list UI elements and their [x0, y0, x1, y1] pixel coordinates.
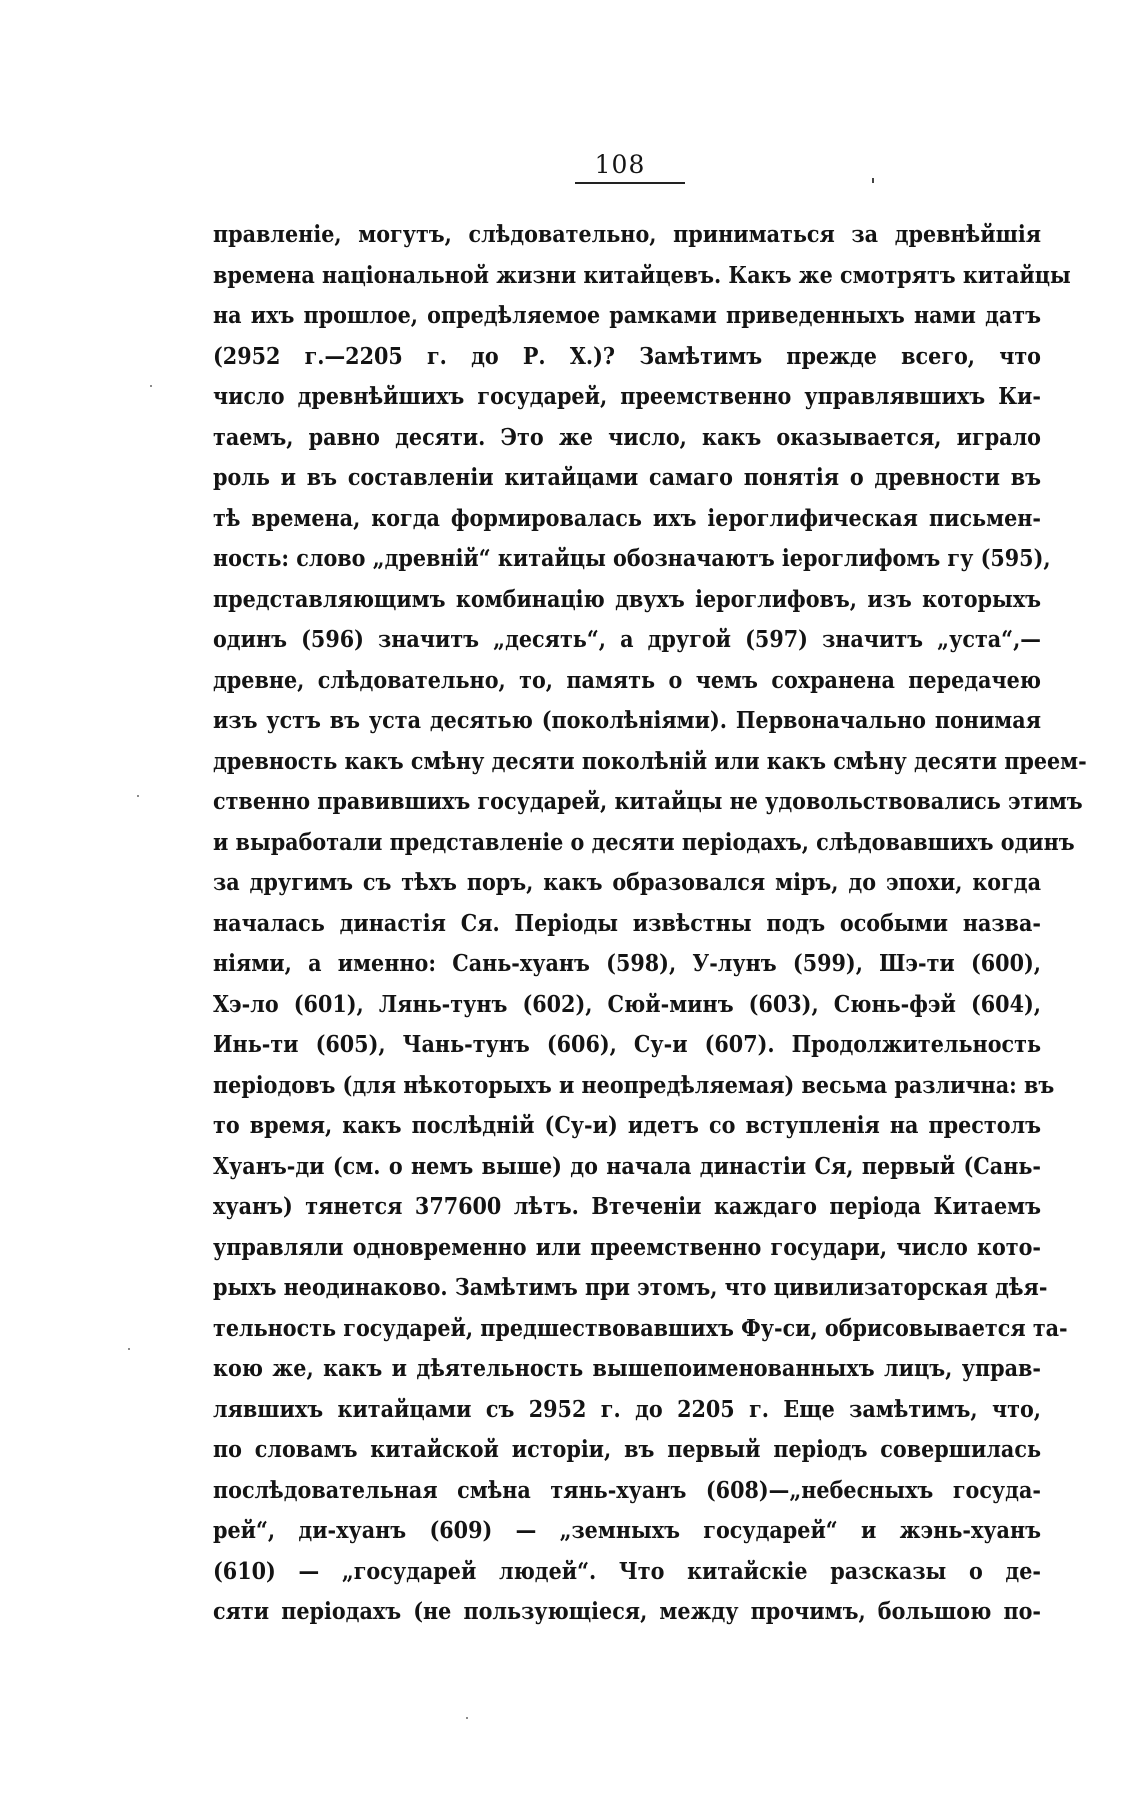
- text-line: за другимъ съ тѣхъ поръ, какъ образовался міръ, до эпохи, когда: [213, 869, 1041, 896]
- scan-dot: [150, 385, 152, 387]
- text-line: хуанъ) тянется 377600 лѣтъ. Втеченіи каждаго періода Китаемъ: [213, 1193, 1041, 1220]
- text-line: ность: слово „древній“ китайцы обозначаютъ іероглифомъ гу (595),: [213, 545, 1051, 572]
- text-line: тѣ времена, когда формировалась ихъ іероглифическая письмен-: [213, 504, 1041, 532]
- scan-dot: [128, 1348, 130, 1350]
- text-line: рыхъ неодинаково. Замѣтимъ при этомъ, что цивилизаторская дѣя-: [213, 1274, 1048, 1301]
- text-line: древне, слѣдовательно, то, память о чемъ сохранена передачею: [213, 666, 1041, 694]
- text-line: тельность государей, предшествовавшихъ Фу-си, обрисовывается та-: [213, 1314, 1068, 1342]
- text-line: (2952 г.—2205 г. до Р. Х.)? Замѣтимъ прежде всего, что: [213, 342, 1041, 370]
- text-line: началась династія Ся. Періоды извѣстны подъ особыми назва-: [213, 909, 1041, 937]
- text-line: рей“, ди-хуанъ (609) — „земныхъ государей“ и жэнь-хуанъ: [213, 1517, 1041, 1544]
- page-number: 108: [594, 150, 646, 179]
- text-line: одинъ (596) значитъ „десять“, а другой (597) значитъ „уста“,—: [213, 626, 1041, 653]
- text-line: представляющимъ комбинацію двухъ іероглифовъ, изъ которыхъ: [213, 585, 1041, 613]
- text-line: сяти періодахъ (не пользующіеся, между прочимъ, большою по-: [213, 1598, 1041, 1625]
- scan-dot: [466, 1717, 468, 1719]
- text-line: послѣдовательная смѣна тянь-хуанъ (608)—„небесныхъ госуда-: [213, 1476, 1041, 1504]
- text-line: періодовъ (для нѣкоторыхъ и неопредѣляемая) весьма различна: въ: [213, 1071, 1055, 1099]
- text-line: кою же, какъ и дѣятельность вышепоименованныхъ лицъ, управ-: [213, 1355, 1041, 1382]
- text-line: число древнѣйшихъ государей, преемственно управлявшихъ Ки-: [213, 383, 1041, 410]
- text-line: управляли одновременно или преемственно государи, число кото-: [213, 1233, 1041, 1261]
- text-line: правленіе, могутъ, слѣдовательно, приниматься за древнѣйшія: [213, 221, 1041, 248]
- text-line: ственно правившихъ государей, китайцы не удовольствовались этимъ: [213, 788, 1083, 815]
- text-line: Хуанъ-ди (см. о немъ выше) до начала династіи Ся, первый (Сань-: [213, 1152, 1041, 1180]
- scan-dot: [137, 795, 139, 797]
- text-line: на ихъ прошлое, опредѣляемое рамками приведенныхъ нами датъ: [213, 302, 1041, 329]
- scan-mark: [872, 178, 874, 183]
- text-line: роль и въ составленіи китайцами самаго понятія о древности въ: [213, 464, 1041, 491]
- text-line: то время, какъ послѣдній (Су-и) идетъ со вступленія на престолъ: [213, 1112, 1041, 1139]
- text-line: ніями, а именно: Сань-хуанъ (598), У-лунъ (599), Шэ-ти (600),: [213, 950, 1041, 977]
- text-line: изъ устъ въ уста десятью (поколѣніями). Первоначально понимая: [213, 707, 1041, 734]
- text-line: таемъ, равно десяти. Это же число, какъ оказывается, играло: [213, 423, 1041, 451]
- text-line: и выработали представленіе о десяти періодахъ, слѣдовавшихъ одинъ: [213, 828, 1075, 856]
- text-line: времена національной жизни китайцевъ. Какъ же смотрятъ китайцы: [213, 261, 1071, 289]
- text-line: лявшихъ китайцами съ 2952 г. до 2205 г. Еще замѣтимъ, что,: [213, 1395, 1041, 1423]
- text-line: древность какъ смѣну десяти поколѣній или какъ смѣну десяти преем-: [213, 747, 1087, 775]
- page-number-rule: [575, 182, 685, 184]
- text-line: (610) — „государей людей“. Что китайскіе разсказы о де-: [213, 1557, 1041, 1585]
- body-text: [213, 215, 1087, 1633]
- text-line: Хэ-ло (601), Лянь-тунъ (602), Сюй-минъ (603), Сюнь-фэй (604),: [213, 990, 1041, 1018]
- text-line: по словамъ китайской исторіи, въ первый періодъ совершилась: [213, 1436, 1041, 1463]
- text-line: Инь-ти (605), Чань-тунъ (606), Су-и (607). Продолжительность: [213, 1031, 1041, 1058]
